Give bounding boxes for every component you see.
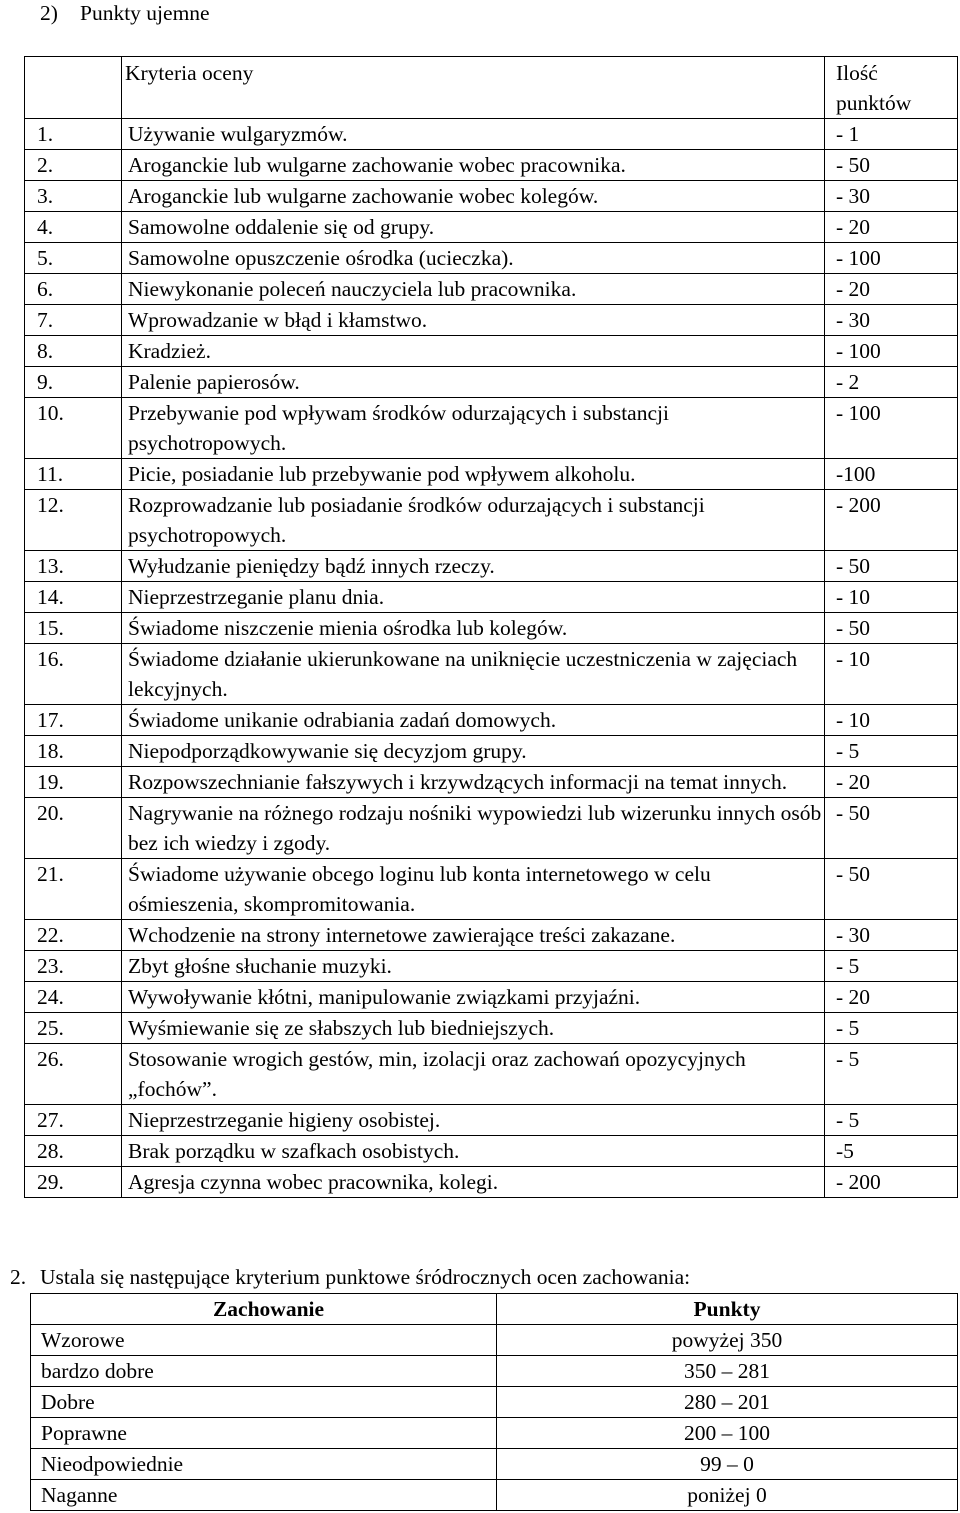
heading-title: Punkty ujemne [80, 1, 210, 25]
row-points: - 100 [825, 336, 958, 367]
grade-points: 200 – 100 [497, 1418, 958, 1449]
table-row [25, 459, 958, 490]
row-criterion: Wyłudzanie pieniędzy bądź innych rzeczy. [122, 551, 825, 582]
row-criterion: Wprowadzanie w błąd i kłamstwo. [122, 305, 825, 336]
row-criterion: Nagrywanie na różnego rodzaju nośniki wypowiedzi lub wizerunku innych osób bez ich wiedzy i zgody. [122, 798, 825, 859]
section-2-text: Ustala się następujące kryterium punktowe śródrocznych ocen zachowania: [40, 1265, 691, 1289]
row-points: - 20 [825, 212, 958, 243]
row-points: -100 [825, 459, 958, 490]
row-criterion: Agresja czynna wobec pracownika, kolegi. [122, 1167, 825, 1198]
row-number: 17. [25, 705, 122, 736]
row-points: - 50 [825, 798, 958, 859]
row-points: - 20 [825, 767, 958, 798]
row-criterion: Przebywanie pod wpływam środków odurzających i substancji psychotropowych. [122, 398, 825, 459]
row-criterion: Rozprowadzanie lub posiadanie środków odurzających i substancji psychotropowych. [122, 490, 825, 551]
table-row [25, 1013, 958, 1044]
row-criterion: Niewykonanie poleceń nauczyciela lub pracownika. [122, 274, 825, 305]
row-number: 26. [25, 1044, 122, 1105]
table-row [25, 644, 958, 705]
row-points: - 1 [825, 119, 958, 150]
row-number: 1. [25, 119, 122, 150]
table-row [25, 150, 958, 181]
row-criterion: Aroganckie lub wulgarne zachowanie wobec kolegów. [122, 181, 825, 212]
table-row [25, 551, 958, 582]
row-criterion: Palenie papierosów. [122, 367, 825, 398]
row-number: 29. [25, 1167, 122, 1198]
row-points: - 200 [825, 490, 958, 551]
table-row [25, 119, 958, 150]
row-points: - 30 [825, 920, 958, 951]
row-points: - 20 [825, 982, 958, 1013]
table-header-row [25, 57, 958, 119]
grade-points: poniżej 0 [497, 1480, 958, 1511]
grade-row [31, 1356, 958, 1387]
grade-name: Nieodpowiednie [31, 1449, 497, 1480]
grade-row [31, 1480, 958, 1511]
row-criterion: Samowolne oddalenie się od grupy. [122, 212, 825, 243]
row-criterion: Rozpowszechnianie fałszywych i krzywdzących informacji na temat innych. [122, 767, 825, 798]
row-number: 2. [25, 150, 122, 181]
table-row [25, 613, 958, 644]
row-points: - 2 [825, 367, 958, 398]
table-row [25, 490, 958, 551]
row-criterion: Aroganckie lub wulgarne zachowanie wobec pracownika. [122, 150, 825, 181]
table-row [25, 1136, 958, 1167]
row-points: - 10 [825, 644, 958, 705]
row-number: 27. [25, 1105, 122, 1136]
row-number: 10. [25, 398, 122, 459]
row-criterion: Wchodzenie na strony internetowe zawierające treści zakazane. [122, 920, 825, 951]
row-number: 18. [25, 736, 122, 767]
row-criterion: Picie, posiadanie lub przebywanie pod wpływem alkoholu. [122, 459, 825, 490]
row-criterion: Nieprzestrzeganie higieny osobistej. [122, 1105, 825, 1136]
row-number: 7. [25, 305, 122, 336]
grade-row [31, 1387, 958, 1418]
row-points: - 5 [825, 1013, 958, 1044]
row-points: - 5 [825, 951, 958, 982]
grade-thresholds-table [30, 1293, 958, 1511]
row-number: 8. [25, 336, 122, 367]
table-row [25, 305, 958, 336]
row-number: 11. [25, 459, 122, 490]
header-grade-points: Punkty [497, 1294, 958, 1325]
row-points: - 200 [825, 1167, 958, 1198]
table-row [25, 582, 958, 613]
header-points: Ilość punktów [825, 57, 958, 119]
negative-points-table [24, 56, 958, 1198]
row-number: 6. [25, 274, 122, 305]
row-number: 4. [25, 212, 122, 243]
table-row [25, 767, 958, 798]
grade-name: Wzorowe [31, 1325, 497, 1356]
row-criterion: Świadome unikanie odrabiania zadań domowych. [122, 705, 825, 736]
row-criterion: Świadome używanie obcego loginu lub konta internetowego w celu ośmieszenia, skompromitowania. [122, 859, 825, 920]
row-points: - 10 [825, 705, 958, 736]
row-criterion: Świadome działanie ukierunkowane na uniknięcie uczestniczenia w zajęciach lekcyjnych. [122, 644, 825, 705]
grade-points: 99 – 0 [497, 1449, 958, 1480]
header-criteria: Kryteria oceny [122, 57, 825, 119]
table-row [25, 212, 958, 243]
row-number: 14. [25, 582, 122, 613]
header-behavior: Zachowanie [31, 1294, 497, 1325]
row-number: 5. [25, 243, 122, 274]
table-row [25, 398, 958, 459]
heading-number: 2) [40, 1, 58, 25]
row-points: - 50 [825, 150, 958, 181]
row-criterion: Niepodporządkowywanie się decyzjom grupy. [122, 736, 825, 767]
grades-header-row [31, 1294, 958, 1325]
row-number: 24. [25, 982, 122, 1013]
grade-row [31, 1418, 958, 1449]
row-number: 25. [25, 1013, 122, 1044]
row-number: 3. [25, 181, 122, 212]
table-row [25, 243, 958, 274]
row-number: 12. [25, 490, 122, 551]
grade-row [31, 1325, 958, 1356]
grade-points: powyżej 350 [497, 1325, 958, 1356]
table-row [25, 1105, 958, 1136]
row-number: 21. [25, 859, 122, 920]
row-criterion: Używanie wulgaryzmów. [122, 119, 825, 150]
row-points: - 50 [825, 859, 958, 920]
table-row [25, 1044, 958, 1105]
row-points: - 100 [825, 243, 958, 274]
grade-name: Dobre [31, 1387, 497, 1418]
row-number: 23. [25, 951, 122, 982]
table-row [25, 181, 958, 212]
row-points: - 5 [825, 736, 958, 767]
row-points: - 20 [825, 274, 958, 305]
row-criterion: Wywoływanie kłótni, manipulowanie związkami przyjaźni. [122, 982, 825, 1013]
table-row [25, 982, 958, 1013]
table-row [25, 1167, 958, 1198]
row-number: 22. [25, 920, 122, 951]
table-row [25, 798, 958, 859]
row-points: - 50 [825, 613, 958, 644]
table-row [25, 859, 958, 920]
table-row [25, 951, 958, 982]
table-row [25, 274, 958, 305]
grade-name: Poprawne [31, 1418, 497, 1449]
grade-name: bardzo dobre [31, 1356, 497, 1387]
row-criterion: Wyśmiewanie się ze słabszych lub biedniejszych. [122, 1013, 825, 1044]
grade-row [31, 1449, 958, 1480]
grade-name: Naganne [31, 1480, 497, 1511]
row-number: 19. [25, 767, 122, 798]
row-number: 9. [25, 367, 122, 398]
row-criterion: Zbyt głośne słuchanie muzyki. [122, 951, 825, 982]
row-criterion: Stosowanie wrogich gestów, min, izolacji oraz zachowań opozycyjnych „fochów”. [122, 1044, 825, 1105]
row-number: 13. [25, 551, 122, 582]
table-row [25, 705, 958, 736]
section-2-number: 2. [10, 1265, 27, 1289]
row-points: - 30 [825, 305, 958, 336]
row-criterion: Świadome niszczenie mienia ośrodka lub kolegów. [122, 613, 825, 644]
row-criterion: Samowolne opuszczenie ośrodka (ucieczka). [122, 243, 825, 274]
row-points: - 50 [825, 551, 958, 582]
table-row [25, 736, 958, 767]
row-number: 20. [25, 798, 122, 859]
grade-points: 280 – 201 [497, 1387, 958, 1418]
row-number: 16. [25, 644, 122, 705]
row-points: - 5 [825, 1105, 958, 1136]
table-row [25, 336, 958, 367]
row-points: - 30 [825, 181, 958, 212]
header-num-cell [25, 57, 122, 119]
grade-points: 350 – 281 [497, 1356, 958, 1387]
table-row [25, 920, 958, 951]
row-points: - 100 [825, 398, 958, 459]
row-points: - 5 [825, 1044, 958, 1105]
row-points: - 10 [825, 582, 958, 613]
row-criterion: Nieprzestrzeganie planu dnia. [122, 582, 825, 613]
row-points: -5 [825, 1136, 958, 1167]
row-number: 15. [25, 613, 122, 644]
row-criterion: Kradzież. [122, 336, 825, 367]
table-row [25, 367, 958, 398]
row-number: 28. [25, 1136, 122, 1167]
row-criterion: Brak porządku w szafkach osobistych. [122, 1136, 825, 1167]
